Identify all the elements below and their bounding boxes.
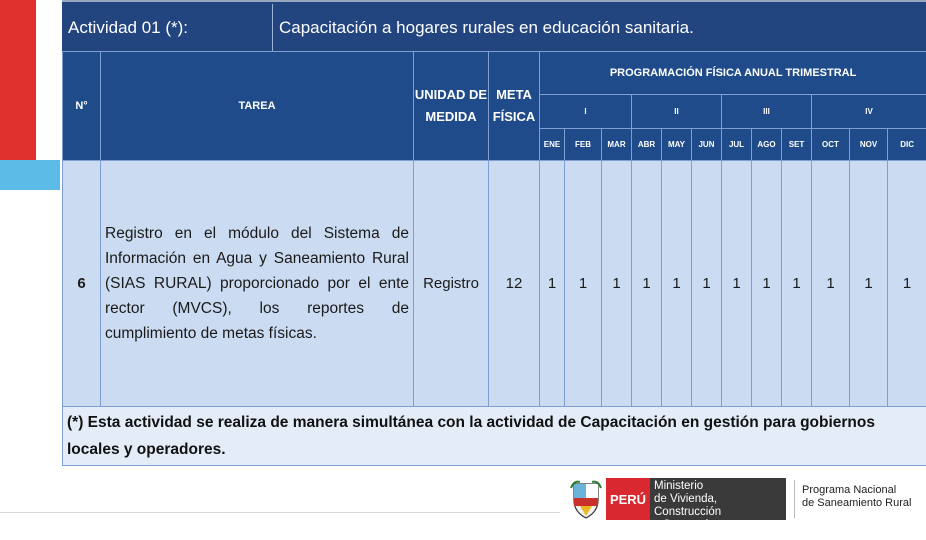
- activity-title-row: [62, 2, 926, 52]
- header-month: NOV: [850, 129, 888, 161]
- row-number: 6: [63, 161, 101, 407]
- footnote: (*) Esta actividad se realiza de manera simultánea con la actividad de Capacitación en gestión para gobiernos locales y operadores.: [63, 407, 926, 466]
- header-month: AGO: [752, 129, 782, 161]
- row-month-value: 1: [722, 161, 752, 407]
- header-task: TAREA: [101, 52, 414, 161]
- header-unit: UNIDAD DE MEDIDA: [414, 52, 489, 161]
- program-line: Programa Nacional: [802, 484, 897, 496]
- header-month: OCT: [812, 129, 850, 161]
- header-month: ABR: [632, 129, 662, 161]
- institution-logos: [570, 474, 920, 531]
- header-month: DIC: [888, 129, 926, 161]
- row-task: Registro en el módulo del Sistema de Información en Agua y Saneamiento Rural (SIAS RURAL) proporcionado por el ente rector (MVCS), los reportes de cumplimiento de metas físicas.: [101, 161, 414, 407]
- row-month-value: 1: [662, 161, 692, 407]
- left-red-accent-bar: [0, 0, 36, 160]
- header-quarter-2: II: [632, 95, 722, 129]
- header-month: MAR: [602, 129, 632, 161]
- row-month-value: 1: [692, 161, 722, 407]
- header-month: JUN: [692, 129, 722, 161]
- header-month: JUL: [722, 129, 752, 161]
- ministry-name: [650, 478, 786, 531]
- row-month-value: 1: [782, 161, 812, 407]
- row-month-value: 1: [602, 161, 632, 407]
- row-month-value: 1: [565, 161, 602, 407]
- header-quarter-1: I: [540, 95, 632, 129]
- ministry-line: Ministerio: [654, 480, 704, 492]
- country-label: PERÚ: [606, 478, 650, 520]
- header-month: ENE: [540, 129, 565, 161]
- row-month-value: 1: [540, 161, 565, 407]
- program-line: de Saneamiento Rural: [802, 497, 912, 509]
- program-name: [802, 484, 911, 510]
- header-quarter-4: IV: [812, 95, 926, 129]
- row-goal: 12: [489, 161, 540, 407]
- left-blue-accent-strip: [0, 160, 60, 190]
- activity-label: Actividad 01 (*):: [62, 4, 273, 51]
- row-month-value: 1: [812, 161, 850, 407]
- header-month: FEB: [565, 129, 602, 161]
- logo-separator: [794, 480, 795, 518]
- header-month: MAY: [662, 129, 692, 161]
- table-row: [63, 161, 926, 407]
- ministry-line: de Vivienda, Construcción: [654, 493, 722, 518]
- row-month-value: 1: [632, 161, 662, 407]
- activity-name: Capacitación a hogares rurales en educación sanitaria.: [279, 17, 694, 37]
- coat-of-arms-icon: [570, 478, 602, 520]
- header-quarter-3: III: [722, 95, 812, 129]
- header-program: PROGRAMACIÓN FÍSICA ANUAL TRIMESTRAL: [540, 52, 926, 95]
- programming-table: [62, 51, 926, 466]
- row-unit: Registro: [414, 161, 489, 407]
- row-month-value: 1: [850, 161, 888, 407]
- header-goal: META FÍSICA: [489, 52, 540, 161]
- row-month-value: 1: [752, 161, 782, 407]
- row-month-value: 1: [888, 161, 926, 407]
- footer-divider: [0, 512, 560, 513]
- header-number: N°: [63, 52, 101, 161]
- header-month: SET: [782, 129, 812, 161]
- ministry-line: y Saneamiento: [654, 519, 731, 531]
